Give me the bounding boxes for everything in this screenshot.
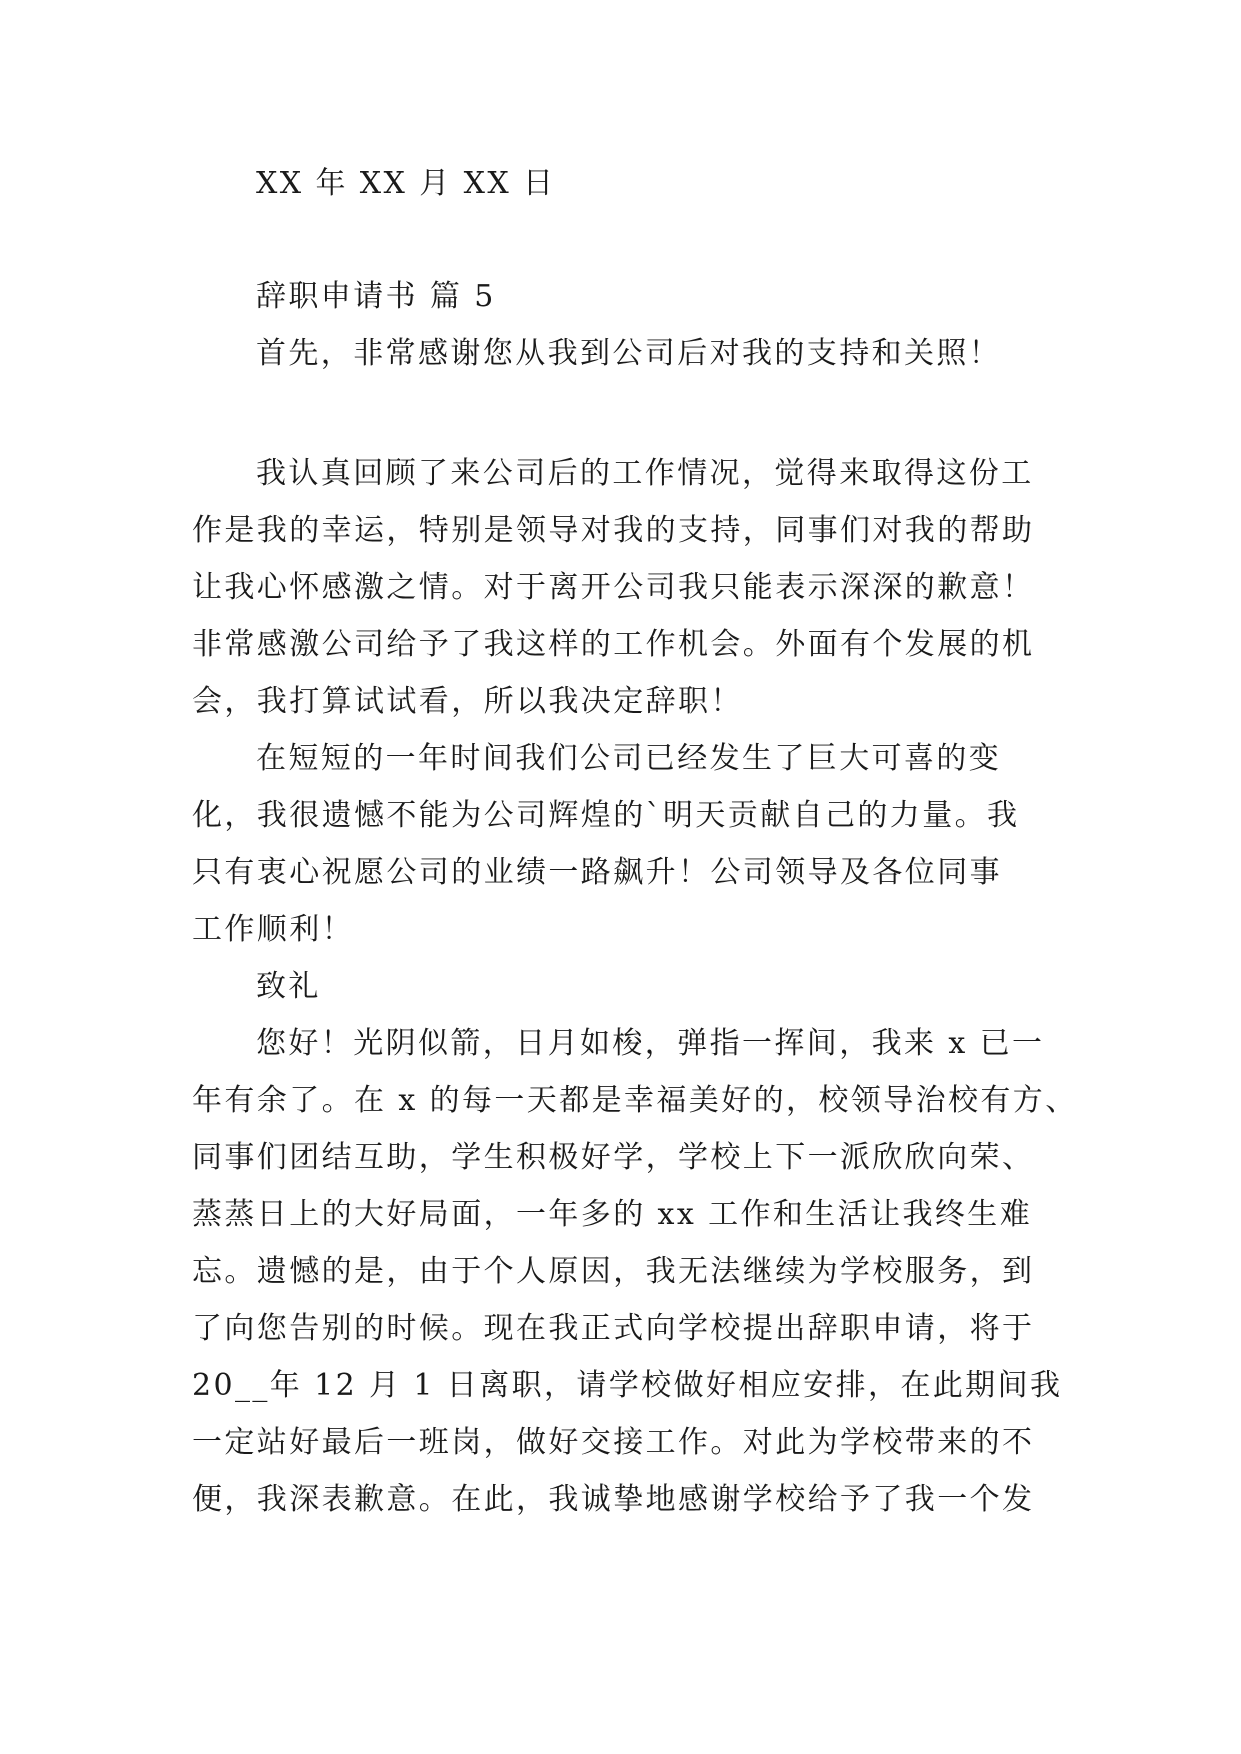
text-line: 年有余了。在 x 的每一天都是幸福美好的，校领导治校有方、 xyxy=(192,1083,1078,1118)
closing-salutation: 致礼 xyxy=(256,969,321,1004)
text-line: 会，我打算试试看，所以我决定辞职！ xyxy=(192,684,743,719)
text-line: 忘。遗憾的是，由于个人原因，我无法继续为学校服务，到 xyxy=(192,1254,1035,1289)
text-line: 便，我深表歉意。在此，我诚挚地感谢学校给予了我一个发 xyxy=(192,1482,1035,1517)
text-line: 在短短的一年时间我们公司已经发生了巨大可喜的变 xyxy=(256,741,1002,776)
text-line: 作是我的幸运，特别是领导对我的支持，同事们对我的帮助 xyxy=(192,513,1035,548)
date-line: XX 年 XX 月 XX 日 xyxy=(256,166,556,201)
text-line: 了向您告别的时候。现在我正式向学校提出辞职申请，将于 xyxy=(192,1311,1035,1346)
text-line: 您好！光阴似箭，日月如梭，弹指一挥间，我来 x 已一 xyxy=(256,1026,1045,1061)
text-line: 首先，非常感谢您从我到公司后对我的支持和关照！ xyxy=(256,336,1002,371)
text-line: 工作顺利！ xyxy=(192,912,354,947)
text-line: 化，我很遗憾不能为公司辉煌的`明天贡献自己的力量。我 xyxy=(192,798,1020,833)
text-line: 20__年 12 月 1 日离职，请学校做好相应安排，在此期间我 xyxy=(192,1368,1063,1403)
text-line: 一定站好最后一班岗，做好交接工作。对此为学校带来的不 xyxy=(192,1425,1035,1460)
text-line: 蒸蒸日上的大好局面，一年多的 xx 工作和生活让我终生难 xyxy=(192,1197,1033,1232)
section-title: 辞职申请书 篇 5 xyxy=(256,279,496,314)
text-line: 非常感激公司给予了我这样的工作机会。外面有个发展的机 xyxy=(192,627,1035,662)
text-line: 同事们团结互助，学生积极好学，学校上下一派欣欣向荣、 xyxy=(192,1140,1035,1175)
text-line: 让我心怀感激之情。对于离开公司我只能表示深深的歉意！ xyxy=(192,570,1035,605)
text-line: 我认真回顾了来公司后的工作情况，觉得来取得这份工 xyxy=(256,456,1034,491)
text-line: 只有衷心祝愿公司的业绩一路飙升！公司领导及各位同事 xyxy=(192,855,1002,890)
